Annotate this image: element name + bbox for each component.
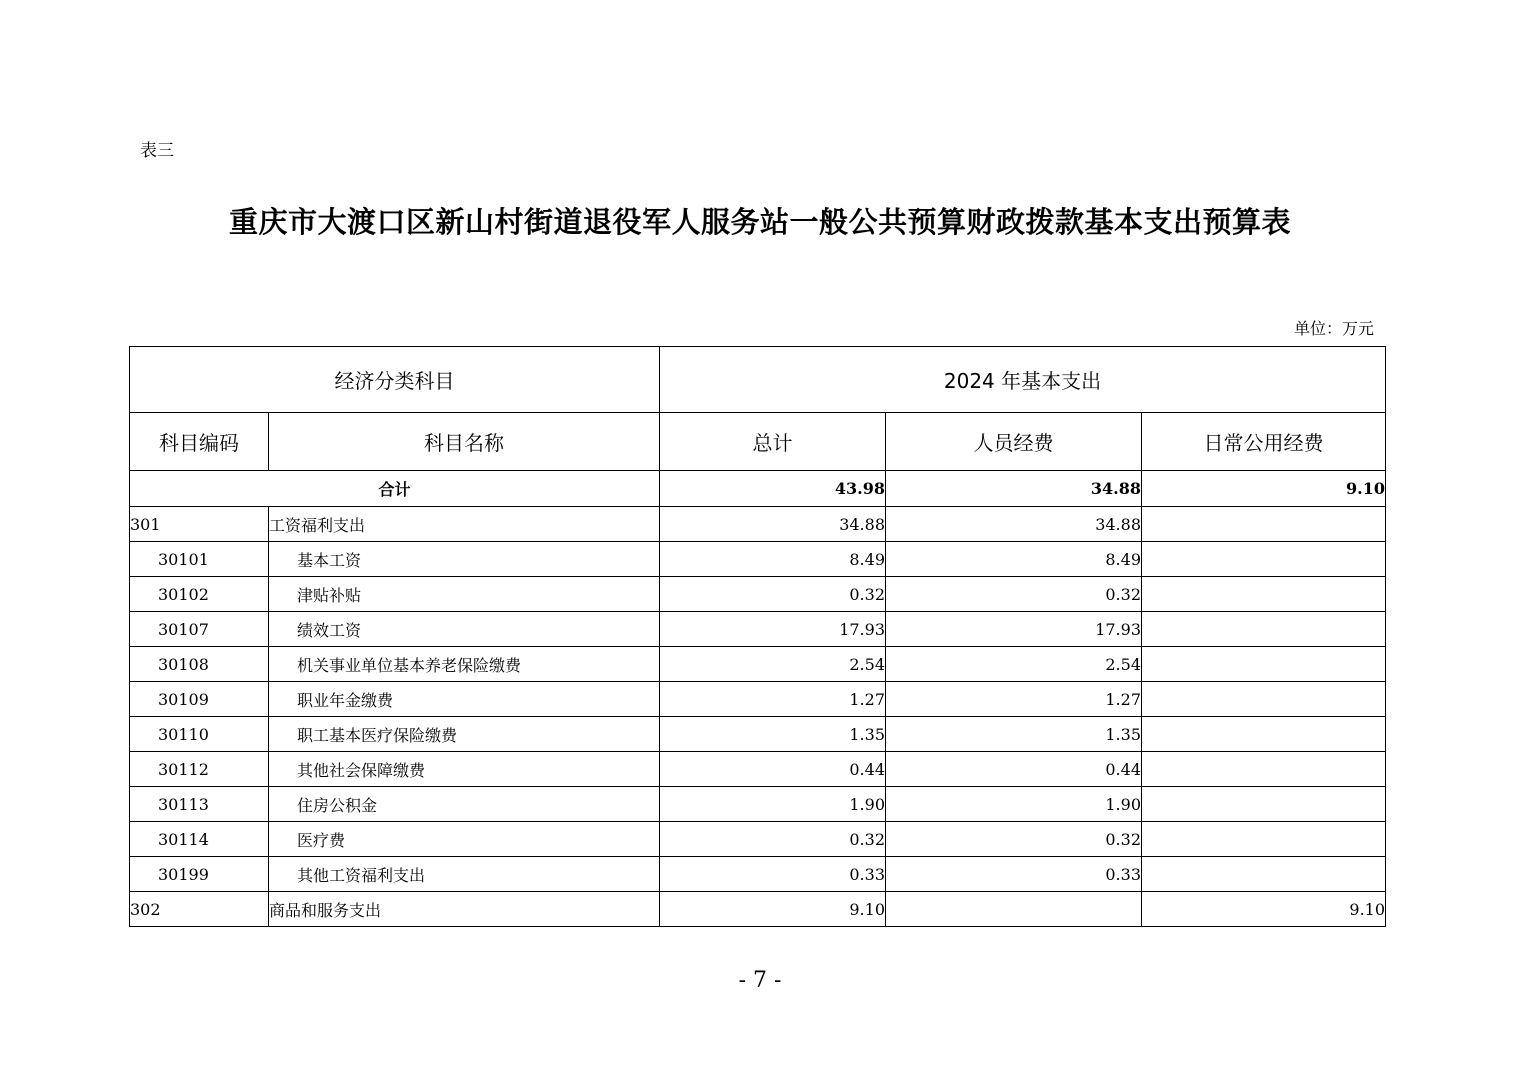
table-row	[130, 822, 1386, 857]
row-personnel	[886, 892, 1142, 927]
row-personnel: 17.93	[886, 612, 1142, 647]
row-total: 1.90	[660, 787, 886, 822]
table-row	[130, 682, 1386, 717]
row-personnel: 1.90	[886, 787, 1142, 822]
total-personnel: 34.88	[886, 471, 1142, 507]
row-code: 30114	[130, 822, 269, 857]
row-name: 基本工资	[269, 542, 660, 577]
row-personnel: 1.35	[886, 717, 1142, 752]
row-personnel: 0.32	[886, 822, 1142, 857]
row-personnel: 0.33	[886, 857, 1142, 892]
row-total: 0.44	[660, 752, 886, 787]
row-code: 302	[130, 892, 269, 927]
row-code: 30101	[130, 542, 269, 577]
table-row	[130, 752, 1386, 787]
table-row	[130, 717, 1386, 752]
row-personnel: 2.54	[886, 647, 1142, 682]
header-public: 日常公用经费	[1142, 413, 1386, 471]
row-total: 2.54	[660, 647, 886, 682]
header-code: 科目编码	[130, 413, 269, 471]
row-personnel: 8.49	[886, 542, 1142, 577]
document-title: 重庆市大渡口区新山村街道退役军人服务站一般公共预算财政拨款基本支出预算表	[228, 205, 1291, 239]
row-name: 其他社会保障缴费	[269, 752, 660, 787]
row-personnel: 34.88	[886, 507, 1142, 542]
budget-table	[129, 346, 1386, 927]
row-public	[1142, 822, 1386, 857]
row-public	[1142, 542, 1386, 577]
row-code: 30113	[130, 787, 269, 822]
row-code: 30102	[130, 577, 269, 612]
row-public	[1142, 577, 1386, 612]
header-economic-classification: 经济分类科目	[130, 347, 660, 413]
row-code: 30107	[130, 612, 269, 647]
header-group-row	[130, 347, 1386, 413]
total-total: 43.98	[660, 471, 886, 507]
header-basic-expenditure: 2024 年基本支出	[660, 347, 1386, 413]
row-public	[1142, 682, 1386, 717]
row-total: 8.49	[660, 542, 886, 577]
row-personnel: 0.44	[886, 752, 1142, 787]
row-total: 0.32	[660, 822, 886, 857]
row-public	[1142, 612, 1386, 647]
total-label: 合计	[130, 471, 660, 507]
row-public	[1142, 857, 1386, 892]
row-total: 0.33	[660, 857, 886, 892]
row-name: 职工基本医疗保险缴费	[269, 717, 660, 752]
row-name: 其他工资福利支出	[269, 857, 660, 892]
row-name: 机关事业单位基本养老保险缴费	[269, 647, 660, 682]
row-code: 30199	[130, 857, 269, 892]
header-total: 总计	[660, 413, 886, 471]
row-name: 商品和服务支出	[269, 892, 660, 927]
row-total: 0.32	[660, 577, 886, 612]
header-column-row	[130, 413, 1386, 471]
table-row	[130, 647, 1386, 682]
row-code: 301	[130, 507, 269, 542]
row-public	[1142, 647, 1386, 682]
page-number: - 7 -	[738, 968, 782, 993]
row-name: 住房公积金	[269, 787, 660, 822]
row-name: 工资福利支出	[269, 507, 660, 542]
total-public: 9.10	[1142, 471, 1386, 507]
row-name: 医疗费	[269, 822, 660, 857]
unit-label: 单位：万元	[1293, 319, 1374, 338]
header-personnel: 人员经费	[886, 413, 1142, 471]
table-row	[130, 577, 1386, 612]
row-code: 30112	[130, 752, 269, 787]
row-code: 30108	[130, 647, 269, 682]
row-name: 津贴补贴	[269, 577, 660, 612]
row-total: 9.10	[660, 892, 886, 927]
row-public	[1142, 717, 1386, 752]
row-public	[1142, 752, 1386, 787]
table-row	[130, 857, 1386, 892]
row-code: 30109	[130, 682, 269, 717]
row-total: 17.93	[660, 612, 886, 647]
table-row	[130, 612, 1386, 647]
row-total: 1.27	[660, 682, 886, 717]
row-public: 9.10	[1142, 892, 1386, 927]
row-name: 绩效工资	[269, 612, 660, 647]
row-total: 34.88	[660, 507, 886, 542]
row-personnel: 0.32	[886, 577, 1142, 612]
row-public	[1142, 787, 1386, 822]
table-row	[130, 787, 1386, 822]
row-personnel: 1.27	[886, 682, 1142, 717]
table-row	[130, 507, 1386, 542]
table-row	[130, 892, 1386, 927]
row-code: 30110	[130, 717, 269, 752]
header-name: 科目名称	[269, 413, 660, 471]
row-name: 职业年金缴费	[269, 682, 660, 717]
table-label: 表三	[140, 141, 174, 161]
total-row	[130, 471, 1386, 507]
row-total: 1.35	[660, 717, 886, 752]
row-public	[1142, 507, 1386, 542]
table-row	[130, 542, 1386, 577]
